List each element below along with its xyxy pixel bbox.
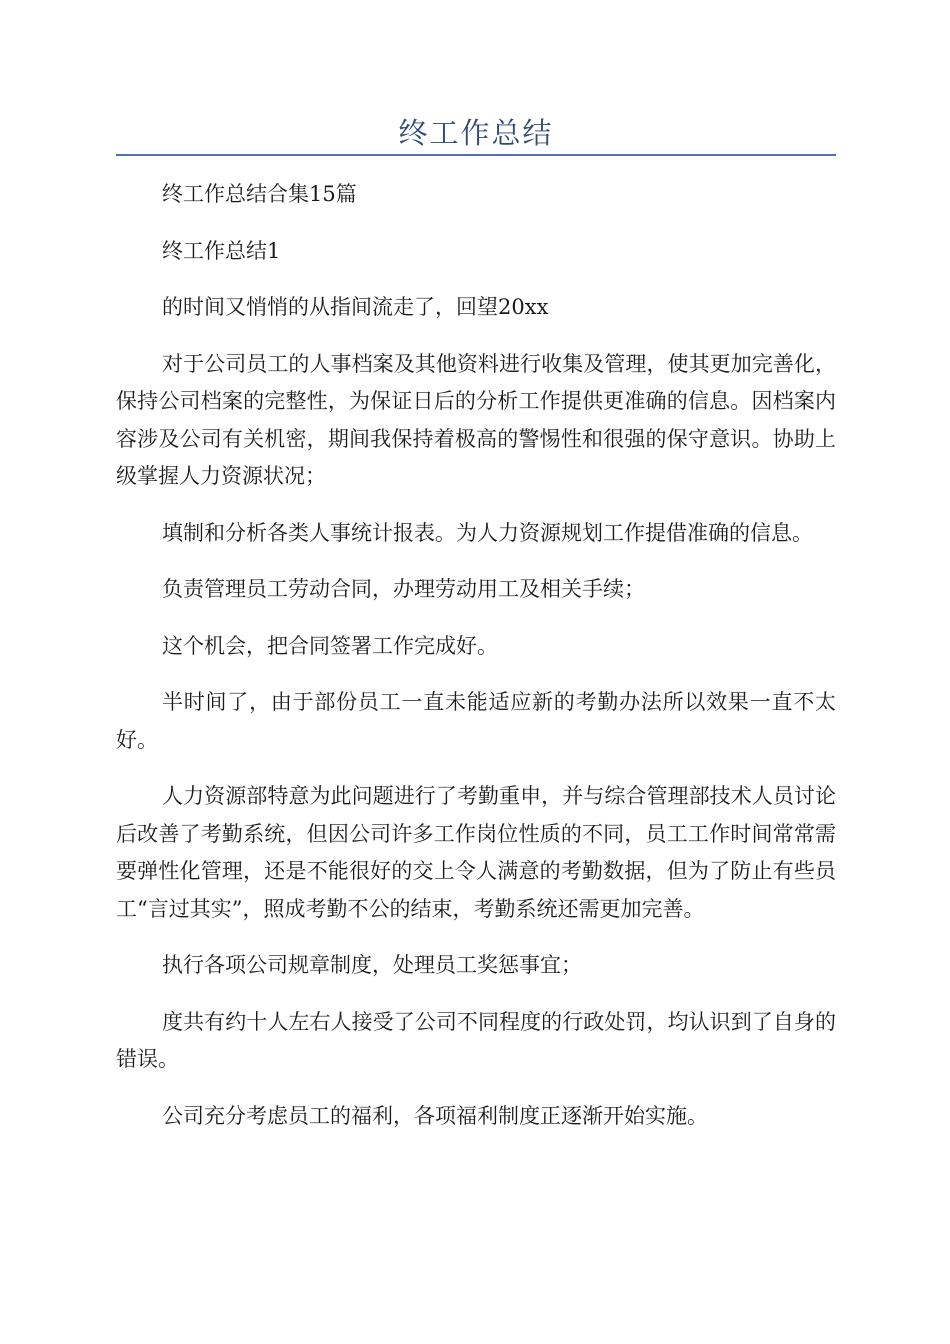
paragraph: 负责管理员工劳动合同，办理劳动用工及相关手续；: [162, 577, 645, 601]
paragraph: 半时间了，由于部份员工一直未能适应新的考勤办法所以效果一直不太好。: [116, 690, 836, 752]
document-body: [116, 176, 836, 1135]
paragraph: 人力资源部特意为此问题进行了考勤重申，并与综合管理部技术人员讨论后改善了考勤系统，但因公司许多工作岗位性质的不同，员工工作时间常常需要弹性化管理，还是不能很好的交上令人满意的考勤数据，但为了防止有些员工“言过其实”，照成考勤不公的结束，考勤系统还需更加完善。: [116, 784, 836, 921]
title-underline: [116, 154, 836, 156]
paragraph: 度共有约十人左右人接受了公司不同程度的行政处罚，均认识到了自身的错误。: [116, 1009, 836, 1071]
paragraph: 对于公司员工的人事档案及其他资料进行收集及管理，使其更加完善化，保持公司档案的完整性，为保证日后的分析工作提供更准确的信息。因档案内容涉及公司有关机密，期间我保持着极高的警惕性和很强的保守意识。协助上级掌握人力资源状况；: [116, 351, 836, 488]
paragraph: 这个机会，把合同签署工作完成好。: [162, 633, 498, 658]
paragraph-heading-collection: 终工作总结合集15篇: [162, 182, 357, 206]
paragraph-section-heading: 终工作总结1: [162, 238, 281, 263]
paragraph: 公司充分考虑员工的福利，各项福利制度正逐渐开始实施。: [162, 1103, 708, 1128]
document-page: [116, 0, 836, 1154]
paragraph: 的时间又悄悄的从指间流走了，回望20xx: [162, 295, 549, 319]
document-title: 终工作总结: [398, 116, 554, 150]
paragraph: 填制和分析各类人事统计报表。为人力资源规划工作提借准确的信息。: [162, 520, 813, 545]
paragraph: 执行各项公司规章制度，处理员工奖惩事宜；: [162, 953, 582, 977]
